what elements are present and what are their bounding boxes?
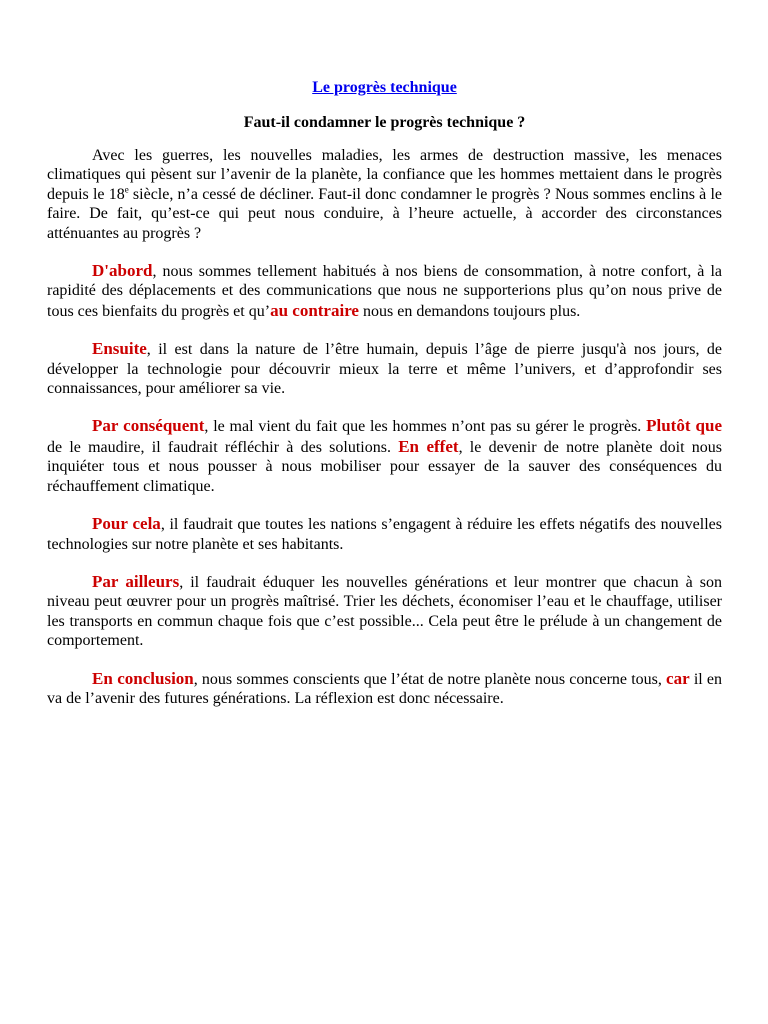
paragraph-pour-cela (47, 514, 722, 554)
paragraph-text: , le mal vient du fait que les hommes n’ont pas su gérer le progrès. (204, 418, 647, 436)
keyword-par-ailleurs: Par ailleurs (92, 571, 180, 591)
keyword-au-contraire: au contraire (270, 300, 359, 320)
paragraph-text: , il faudrait éduquer les nouvelles générations et leur montrer que chacun à son niveau peut œuvrer pour un progrès maîtrisé. Trier les déchets, économiser l’eau et le chauffage, utiliser les transports en commun chaque fois que c’est possible... Cela peut être le prélude à un changement de comportement. (47, 573, 722, 650)
paragraph-text: nous en demandons toujours plus. (358, 302, 581, 320)
keyword-dabord: D'abord (92, 261, 153, 281)
intro-text-2: siècle, n’a cessé de décliner. Faut-il donc condamner le progrès ? Nous sommes enclins à le faire. De fait, qu’est-ce qui peut nous conduire, à l’heure actuelle, à accorder des circonstances atténuantes au progrès ? (47, 185, 722, 242)
paragraph-text: , nous sommes tellement habitués à nos biens de consommation, à notre confort, à la rapidité des déplacements et des communications que nous ne supporterions plus qu’on nous prive de tous ces bienfaits du progrès et qu’ (47, 263, 722, 320)
keyword-en-effet: En effet (398, 436, 459, 456)
paragraph-text: , il est dans la nature de l’être humain, depuis l’âge de pierre jusqu'à nos jours, de développer la technologie pour découvrir mieux la terre et même l’univers, et d’approfondir ses connaissances, pour améliorer sa vie. (47, 341, 722, 398)
paragraph-text: de le maudire, il faudrait réfléchir à des solutions. (47, 438, 399, 456)
keyword-en-conclusion: En conclusion (92, 668, 194, 688)
keyword-ensuite: Ensuite (92, 339, 147, 359)
keyword-pour-cela: Pour cela (92, 514, 161, 534)
keyword-plutot-que: Plutôt que (646, 416, 722, 436)
paragraph-text: , il faudrait que toutes les nations s’engagent à réduire les effets négatifs des nouvelles technologies sur notre planète et ses habitants. (47, 516, 722, 553)
paragraph-dabord (47, 261, 722, 321)
paragraph-text: , le devenir de notre planète doit nous inquiéter tous et nous pousser à nous mobiliser pour essayer de la sauver des conséquences du réchauffement climatique. (47, 438, 723, 495)
paragraph-ensuite (47, 339, 722, 398)
document-subtitle: Faut-il condamner le progrès technique ? (243, 114, 526, 131)
document-title (47, 0, 722, 98)
intro-text-1: Avec les guerres, les nouvelles maladies, les armes de destruction massive, les menaces climatiques qui pèsent sur l’avenir de la planète, la confiance que les hommes mettaient dans le progrès depuis le 18 (47, 147, 722, 203)
keyword-car: car (666, 668, 690, 688)
paragraph-text: il en va de l’avenir des futures générations. La réflexion est donc nécessaire. (47, 670, 722, 707)
document-page (47, 0, 722, 708)
paragraph-par-ailleurs (47, 572, 722, 651)
paragraph-text: , nous sommes conscients que l’état de notre planète nous concerne tous, (193, 670, 667, 688)
paragraph-par-consequent (47, 416, 722, 496)
keyword-par-consequent: Par conséquent (92, 416, 205, 436)
paragraph-en-conclusion (47, 669, 722, 709)
paragraph-intro (47, 146, 722, 243)
title-link[interactable]: Le progrès technique (312, 79, 457, 96)
century-superscript: e (124, 184, 129, 195)
